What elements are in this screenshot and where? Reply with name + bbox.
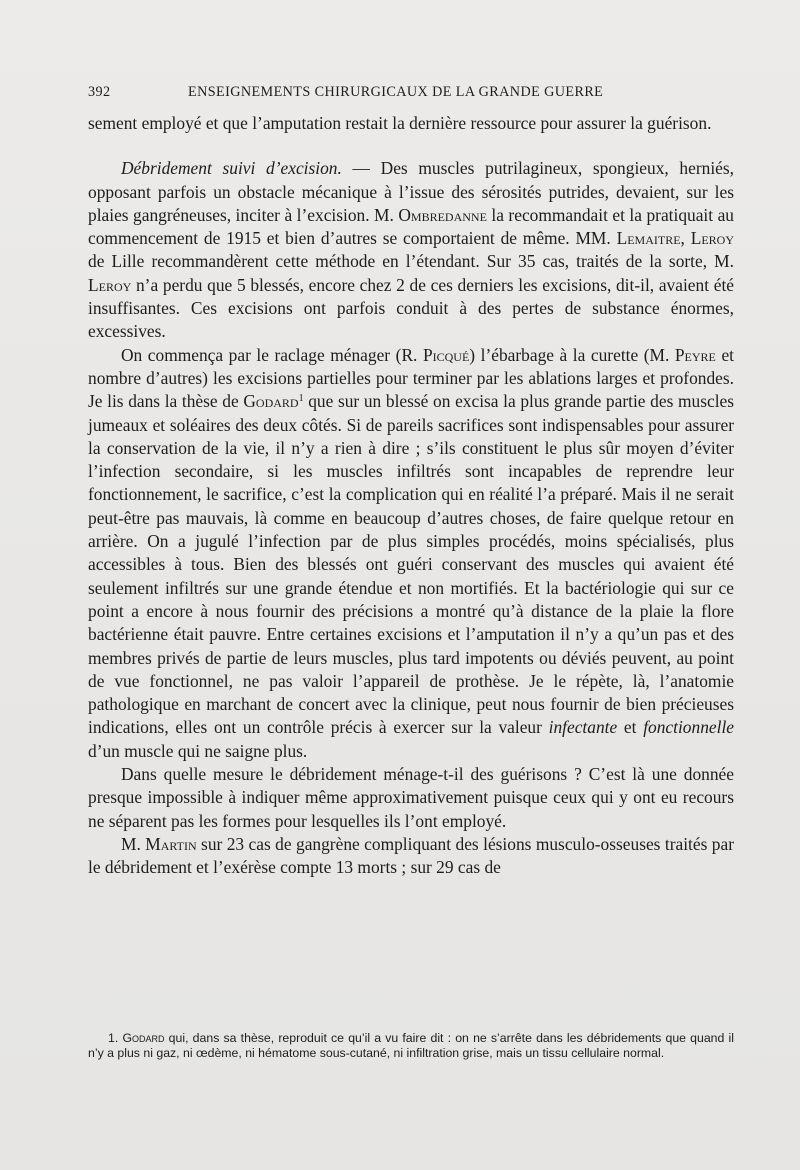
section-heading: Débridement suivi d’excision.: [121, 158, 342, 179]
footnote-number: 1.: [108, 1031, 119, 1045]
author-name: Leroy: [88, 274, 132, 295]
footnote: 1. Godard qui, dans sa thèse, reproduit ce qu’il a vu faire dit : on ne s’arrête dans les débridements que quand il n’y a plus ni gaz, ni œdème, ni hématome sous-cutané, ni infiltration grise, mais un tissu cellulaire normal.: [88, 1031, 734, 1061]
paragraph-martin: M. Martin sur 23 cas de gangrène compliquant des lésions musculo-osseuses traités par le débridement et l’exérèse compte 13 morts ; sur 29 cas de: [88, 833, 734, 878]
footnote-area: [88, 1031, 734, 1061]
page-number: 392: [88, 84, 111, 100]
running-title: ENSEIGNEMENTS CHIRURGICAUX DE LA GRANDE GUERRE: [188, 84, 604, 100]
author-name: Godard: [122, 1031, 165, 1045]
paragraph-debridement: Débridement suivi d’excision. — Des muscles putrilagineux, spongieux, herniés, opposant parfois un obstacle mécanique à l’issue des sérosités putrides, devaient, sur les plaies gangréneuses, inciter à l’excision. M. Ombredanne la recommandait et la pratiquait au commencement de 1915 et bien d’autres se comportaient de même. MM. Lemaitre, Leroy de Lille recommandèrent cette méthode en l’étendant. Sur 35 cas, traités de la sorte, M. Leroy n’a perdu que 5 blessés, encore chez 2 de ces derniers les excisions, dit-il, avaient été insuffisantes. Ces excisions ont parfois conduit à des pertes de substance énormes, excessives.: [88, 158, 734, 342]
paragraph-mesure: Dans quelle mesure le débridement ménage-t-il des guérisons ? C’est là une donnée presque impossible à indiquer même approximativement puisque ceux qui y ont eu recours ne séparent pas les formes pour lesquelles ils l’ont employé.: [88, 764, 734, 831]
main-text: [88, 112, 734, 880]
author-name: Lemaitre: [616, 228, 681, 249]
paragraph-continuation: sement employé et que l’amputation restait la dernière ressource pour assurer la guérison.: [88, 113, 712, 133]
author-name: Godard: [243, 391, 299, 412]
author-name: Peyre: [674, 344, 716, 365]
italic-term: fonctionnelle: [643, 717, 734, 738]
author-name: Picqué: [422, 344, 470, 365]
italic-term: infectante: [548, 717, 618, 738]
author-name: Leroy: [690, 228, 734, 249]
paragraph-raclage: On commença par le raclage ménager (R. Picqué) l’ébarbage à la curette (M. Peyre et nombre d’autres) les excisions partielles pour terminer par les ablations larges et profondes. Je lis dans la thèse de Godard$^1$ que sur un blessé on excisa la plus grande partie des muscles jumeaux et soléaires des deux côtés. Si de pareils sacrifices sont indispensables pour assurer la conservation de la vie, il n’y a rien à dire ; s’ils constituent le plus sûr moyen d’éviter l’infection secondaire, si les muscles infiltrés sont incapables de reprendre leur fonctionnement, le sacrifice, c’est la complication qui en réalité l’a préparé. Mais il ne serait peut-être pas mauvais, là comme en beaucoup d’autres choses, de faire quelque retour en arrière. On a jugulé l’infection par de plus simples procédés, moins spécialisés, plus accessibles à tous. Bien des blessés ont guéri conservant des muscles qui avaient été seulement infiltrés sur une grande étendue et non mortifiés. Et la bactériologie qui sur ce point a encore à nous fournir des précisions a montré qu’à distance de la plaie la flore bactérienne était pauvre. Entre certaines excisions et l’amputation il n’y a qu’un pas et des membres privés de partie de leurs muscles, plus tard impotents ou déviés peuvent, au point de vue fonctionnel, ne pas valoir l’appareil de prothèse. Je le répète, là, l’anatomie pathologique en marchant de concert avec la clinique, peut nous fournir de bien précieuses indications, elles ont un contrôle précis à exercer sur la valeur infectante et fonctionnelle d’un muscle qui ne saigne plus.: [88, 344, 735, 761]
author-name: Martin: [145, 833, 197, 854]
author-name: Ombredanne: [398, 204, 487, 225]
footnote-ref: 1: [298, 393, 304, 405]
